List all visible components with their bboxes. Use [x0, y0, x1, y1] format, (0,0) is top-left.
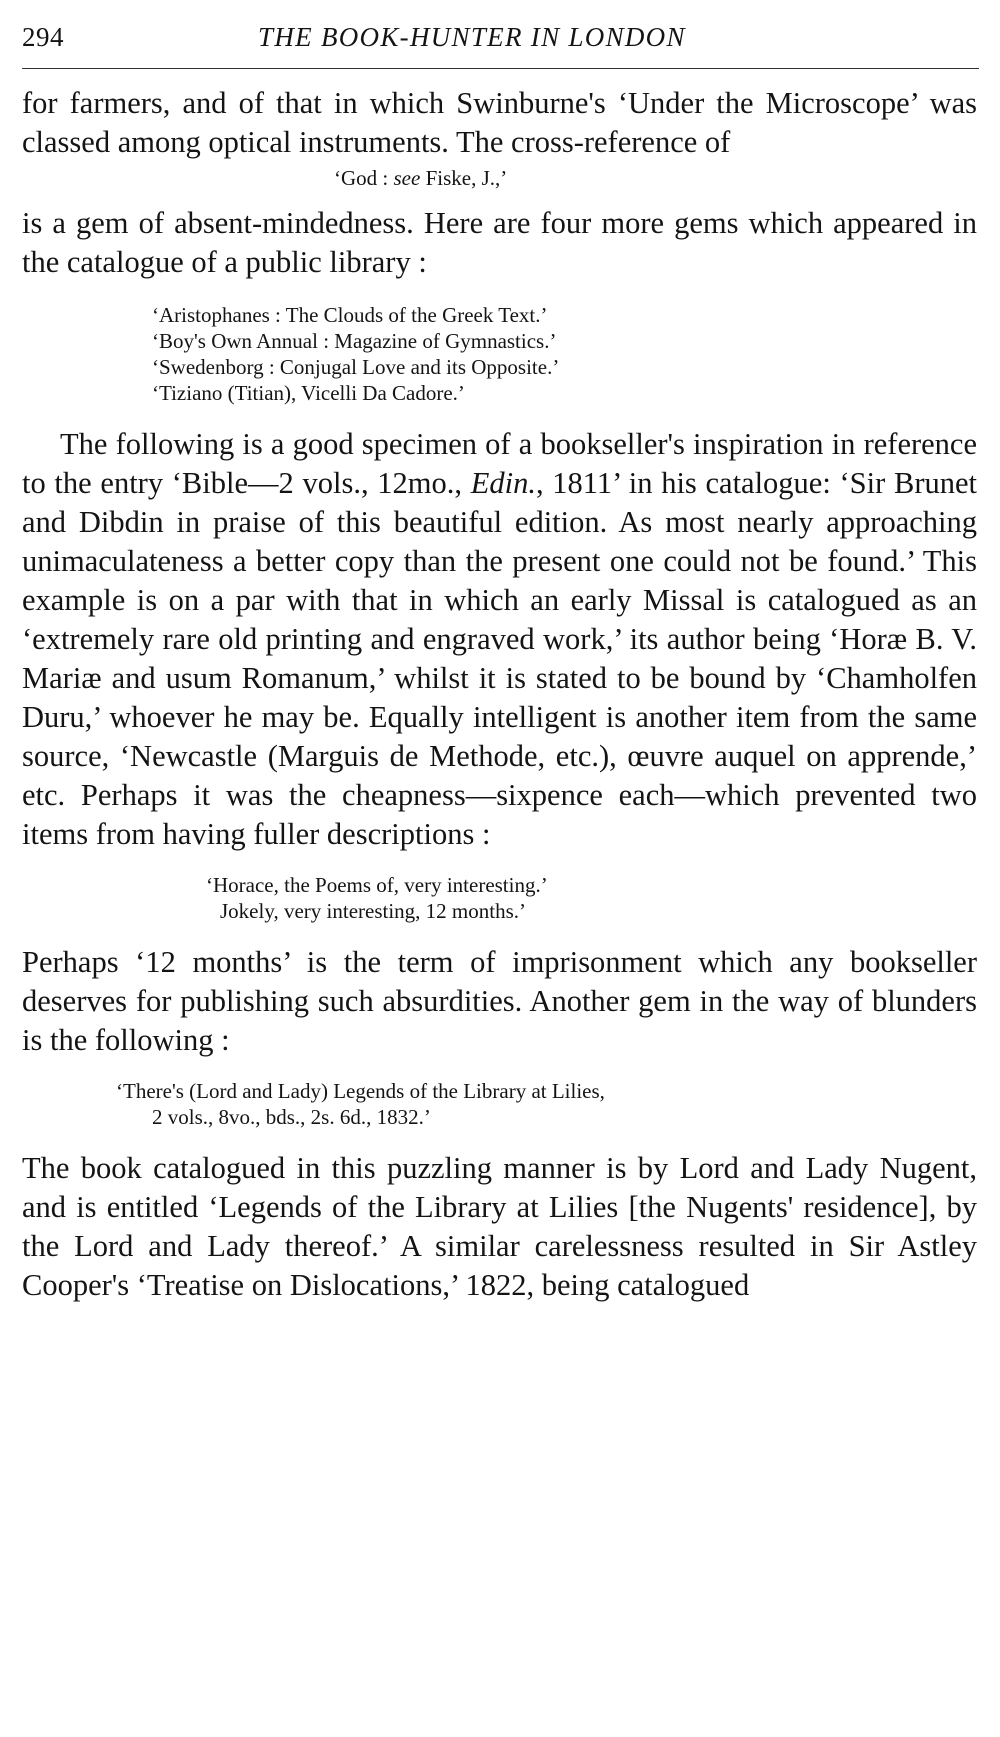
- quotation-legends-of-library: [116, 1078, 977, 1130]
- quote-line: ‘Swedenborg : Conjugal Love and its Opposite.’: [152, 355, 560, 379]
- page-body: [22, 84, 977, 1305]
- quote-text: Fiske, J.,’: [420, 166, 508, 190]
- quote-line: ‘Horace, the Poems of, very interesting.’: [206, 873, 548, 897]
- quotation-sixpence-items: [206, 872, 977, 924]
- quote-italic-text: see: [393, 166, 421, 190]
- page-header: [22, 22, 980, 62]
- quote-text: ‘God :: [334, 166, 394, 190]
- paragraph-2: is a gem of absent-mindedness. Here are four more gems which appeared in the catalogue of a public library :: [22, 206, 977, 279]
- header-rule: [22, 68, 979, 69]
- running-title: THE BOOK-HUNTER IN LONDON: [258, 22, 686, 52]
- paragraph-5: The book catalogued in this puzzling manner is by Lord and Lady Nugent, and is entitled ‘Legends of the Library at Lilies [the Nugents' residence], by the Lord and Lady thereof.’ A similar carelessness resulted in Sir Astley Cooper's ‘Treatise on Dislocations,’ 1822, being catalogued: [22, 1151, 977, 1302]
- quote-line: 2 vols., 8vo., bds., 2s. 6d., 1832.’: [152, 1105, 431, 1129]
- quotation-library-gems: [152, 302, 977, 406]
- paragraph-1: for farmers, and of that in which Swinburne's ‘Under the Microscope’ was classed among optical instruments. The cross-reference of: [22, 86, 977, 159]
- paragraph-text: , 1811’ in his catalogue: ‘Sir Brunet and Dibdin in praise of this beautiful edition. As most nearly approaching unimaculateness a better copy than the present one could not be found.’ This example is on a par with that in which an early Missal is catalogued as an ‘extremely rare old printing and engraved work,’ its author being ‘Horæ B. V. Mariæ and usum Romanum,’ whilst it is stated to be bound by ‘Chamholfen Duru,’ whoever he may be. Equally intelligent is another item from the same source, ‘Newcastle (Marguis de Methode, etc.), œuvre auquel on apprende,’ etc. Perhaps it was the cheapness—sixpence each—which prevented two items from having fuller descriptions :: [22, 466, 977, 851]
- page-number: 294: [22, 22, 64, 52]
- quote-line: ‘Boy's Own Annual : Magazine of Gymnastics.’: [152, 329, 557, 353]
- quote-line: Jokely, very interesting, 12 months.’: [220, 899, 527, 923]
- quote-line: ‘There's (Lord and Lady) Legends of the Library at Lilies,: [116, 1079, 605, 1103]
- paragraph-4: Perhaps ‘12 months’ is the term of imprisonment which any bookseller deserves for publishing such absurdities. Another gem in the way of blunders is the following :: [22, 945, 977, 1057]
- quotation-god-fiske: [334, 165, 977, 191]
- paragraph-italic-text: Edin.: [470, 466, 536, 500]
- quote-line: ‘Tiziano (Titian), Vicelli Da Cadore.’: [152, 381, 465, 405]
- paragraph-3: [22, 425, 977, 854]
- paragraph-text: The following is a good specimen of a bookseller's inspiration in reference to the entry ‘Bible—2 vols., 12mo.,: [22, 427, 977, 500]
- quote-line: ‘Aristophanes : The Clouds of the Greek Text.’: [152, 303, 548, 327]
